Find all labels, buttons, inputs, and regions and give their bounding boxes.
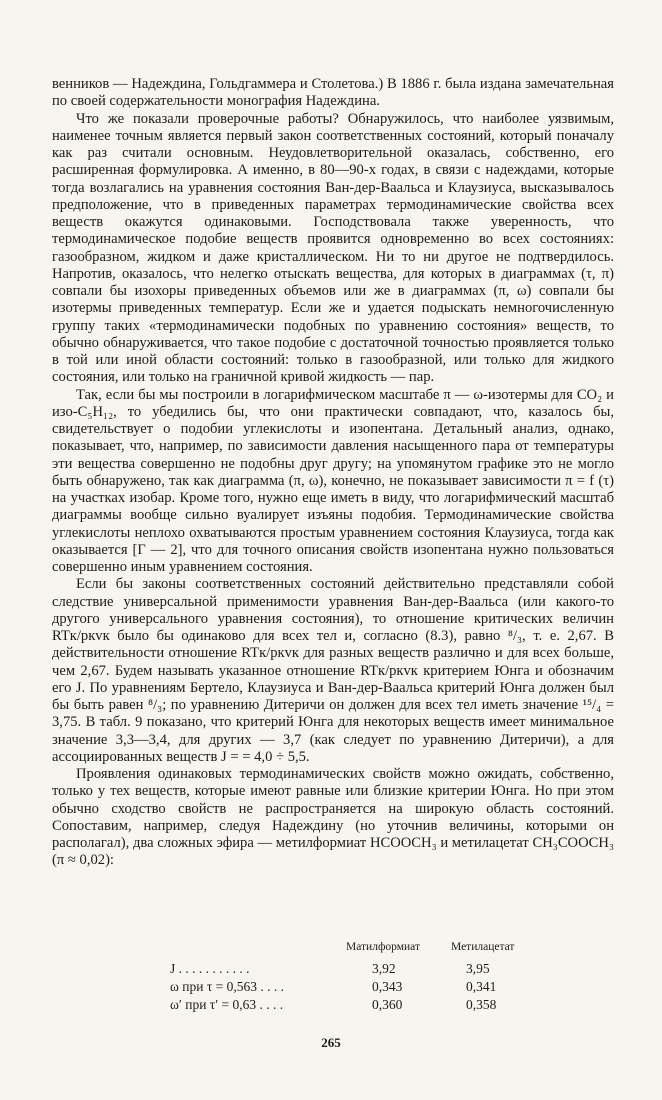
- cell-methyl-formate: 3,92: [372, 961, 396, 976]
- cell-methyl-acetate: 0,341: [466, 979, 497, 994]
- paragraph-5: Проявления одинаковых термодинамических свойств можно ожидать, собственно, только у тех веществ, которые имеют равные или близкие критерии Юнга. Но при этом обычно сходство свойств не распространяется на широкую область состояний. Сопоставим, например, следуя Надеждину (но уточнив величины, которыми он располагал), два сложных эфира — метилформиат HCOOCH₃ и метилацетат CH₃COOCH₃ (π ≈ 0,02):: [52, 766, 614, 869]
- table-row: [52, 979, 614, 996]
- paragraph-3: Так, если бы мы построили в логарифмическом масштабе π — ω-изотермы для CO₂ и изо-C₅H₁₂, то убедились бы, что они практически совпадают, что, казалось бы, свидетельствует о подобии углекислоты и изопентана. Детальный анализ, однако, показывает, что, например, по зависимости давления насыщенного пара от температуры эти вещества совершенно не подобны друг другу; на упомянутом графике это не могло быть обнаружено, так как диаграмма (π, ω), конечно, не показывает зависимости π = f (τ) на участках изобар. Кроме того, нужно еще иметь в виду, что логарифмический масштаб диаграммы вообще сильно вуалирует изъяны подобия. Термодинамические свойства углекислоты неплохо охватываются простым уравнением состояния Клаузиуса, тогда как оказывается [Г — 2], что для точного описания свойств изопентана нужно пользоваться совершенно иным уравнением состояния.: [52, 386, 614, 575]
- cell-methyl-formate: 0,360: [372, 997, 403, 1012]
- cell-methyl-acetate: 0,358: [466, 997, 497, 1012]
- cell-methyl-acetate: 3,95: [466, 961, 490, 976]
- paragraph-2: Что же показали проверочные работы? Обнаружилось, что наиболее уязвимым, наименее точным является первый закон соответственных состояний, который поначалу как раз считали основным. Неудовлетворительной оказалась, собственно, его расширенная формулировка. А именно, в 80—90-х годах, в связи с надеждами, которые тогда возлагались на уравнения состояния Ван-дер-Ваальса и Клаузиуса, высказывалось предположение, что в приведенных параметрах термодинамические свойства всех веществ окажутся одинаковыми. Господствовала также уверенность, что термодинамическое подобие веществ проявится одновременно во всех состояниях: газообразном, жидком и даже кристаллическом. Ни то ни другое не подтвердилось. Напротив, оказалось, что нелегко отыскать вещества, для которых в диаграммах (τ, π) совпали бы изохоры приведенных объемов или же в диаграммах (π, ω) совпали бы изотермы приведенных температур. Если же и удается подыскать немногочисленную группу таких «термодинамически подобных по уравнению состояния» веществ, то обычно обнаруживается, что такое подобие с достаточной точностью проявляется только в той или иной области состояний: только в газообразной, или только для жидкого состояния, или только на граничной кривой жидкость — пар.: [52, 110, 614, 386]
- row-label: J . . . . . . . . . . .: [170, 961, 250, 976]
- paragraph-4: Если бы законы соответственных состояний действительно представляли собой следствие универсальной применимости уравнения Ван-дер-Ваальса (или какого-то другого универсального уравнения состояния), то отношение критических величин RTк/pкvк было бы одинаково для всех тел и, согласно (8.3), равно ⁸/₃, т. е. 2,67. В действительности отношение RTк/pкvк для разных веществ различно и для всех больше, чем 2,67. Будем называть указанное отношение RTк/pкvк критерием Юнга и обозначим его J. По уравнениям Бертело, Клаузиуса и Ван-дер-Ваальса критерий Юнга должен был бы быть равен ⁸/₃; по уравнению Дитеричи он должен для всех тел иметь значение ¹⁵/₄ = 3,75. В табл. 9 показано, что критерий Юнга для некоторых веществ имеет минимальное значение 3,3—3,4, для других — 3,7 (как следует по уравнению Дитеричи), а для ассоциированных веществ J = = 4,0 ÷ 5,5.: [52, 576, 614, 765]
- paragraph-1: венников — Надеждина, Гольдгаммера и Столетова.) В 1886 г. была издана замечательная по своей содержательности монография Надеждина.: [52, 76, 614, 110]
- row-label: ω′ при τ′ = 0,63 . . . .: [170, 997, 284, 1012]
- cell-methyl-formate: 0,343: [372, 979, 403, 994]
- table-row: [52, 997, 614, 1014]
- column-header-methyl-formate: Матилформиат: [346, 941, 420, 953]
- body-text: [52, 76, 614, 870]
- table-row: [52, 961, 614, 978]
- page-number: 265: [321, 1035, 341, 1050]
- column-header-methyl-acetate: Метилацетат: [451, 941, 515, 953]
- row-label: ω при τ = 0,563 . . . .: [170, 979, 284, 994]
